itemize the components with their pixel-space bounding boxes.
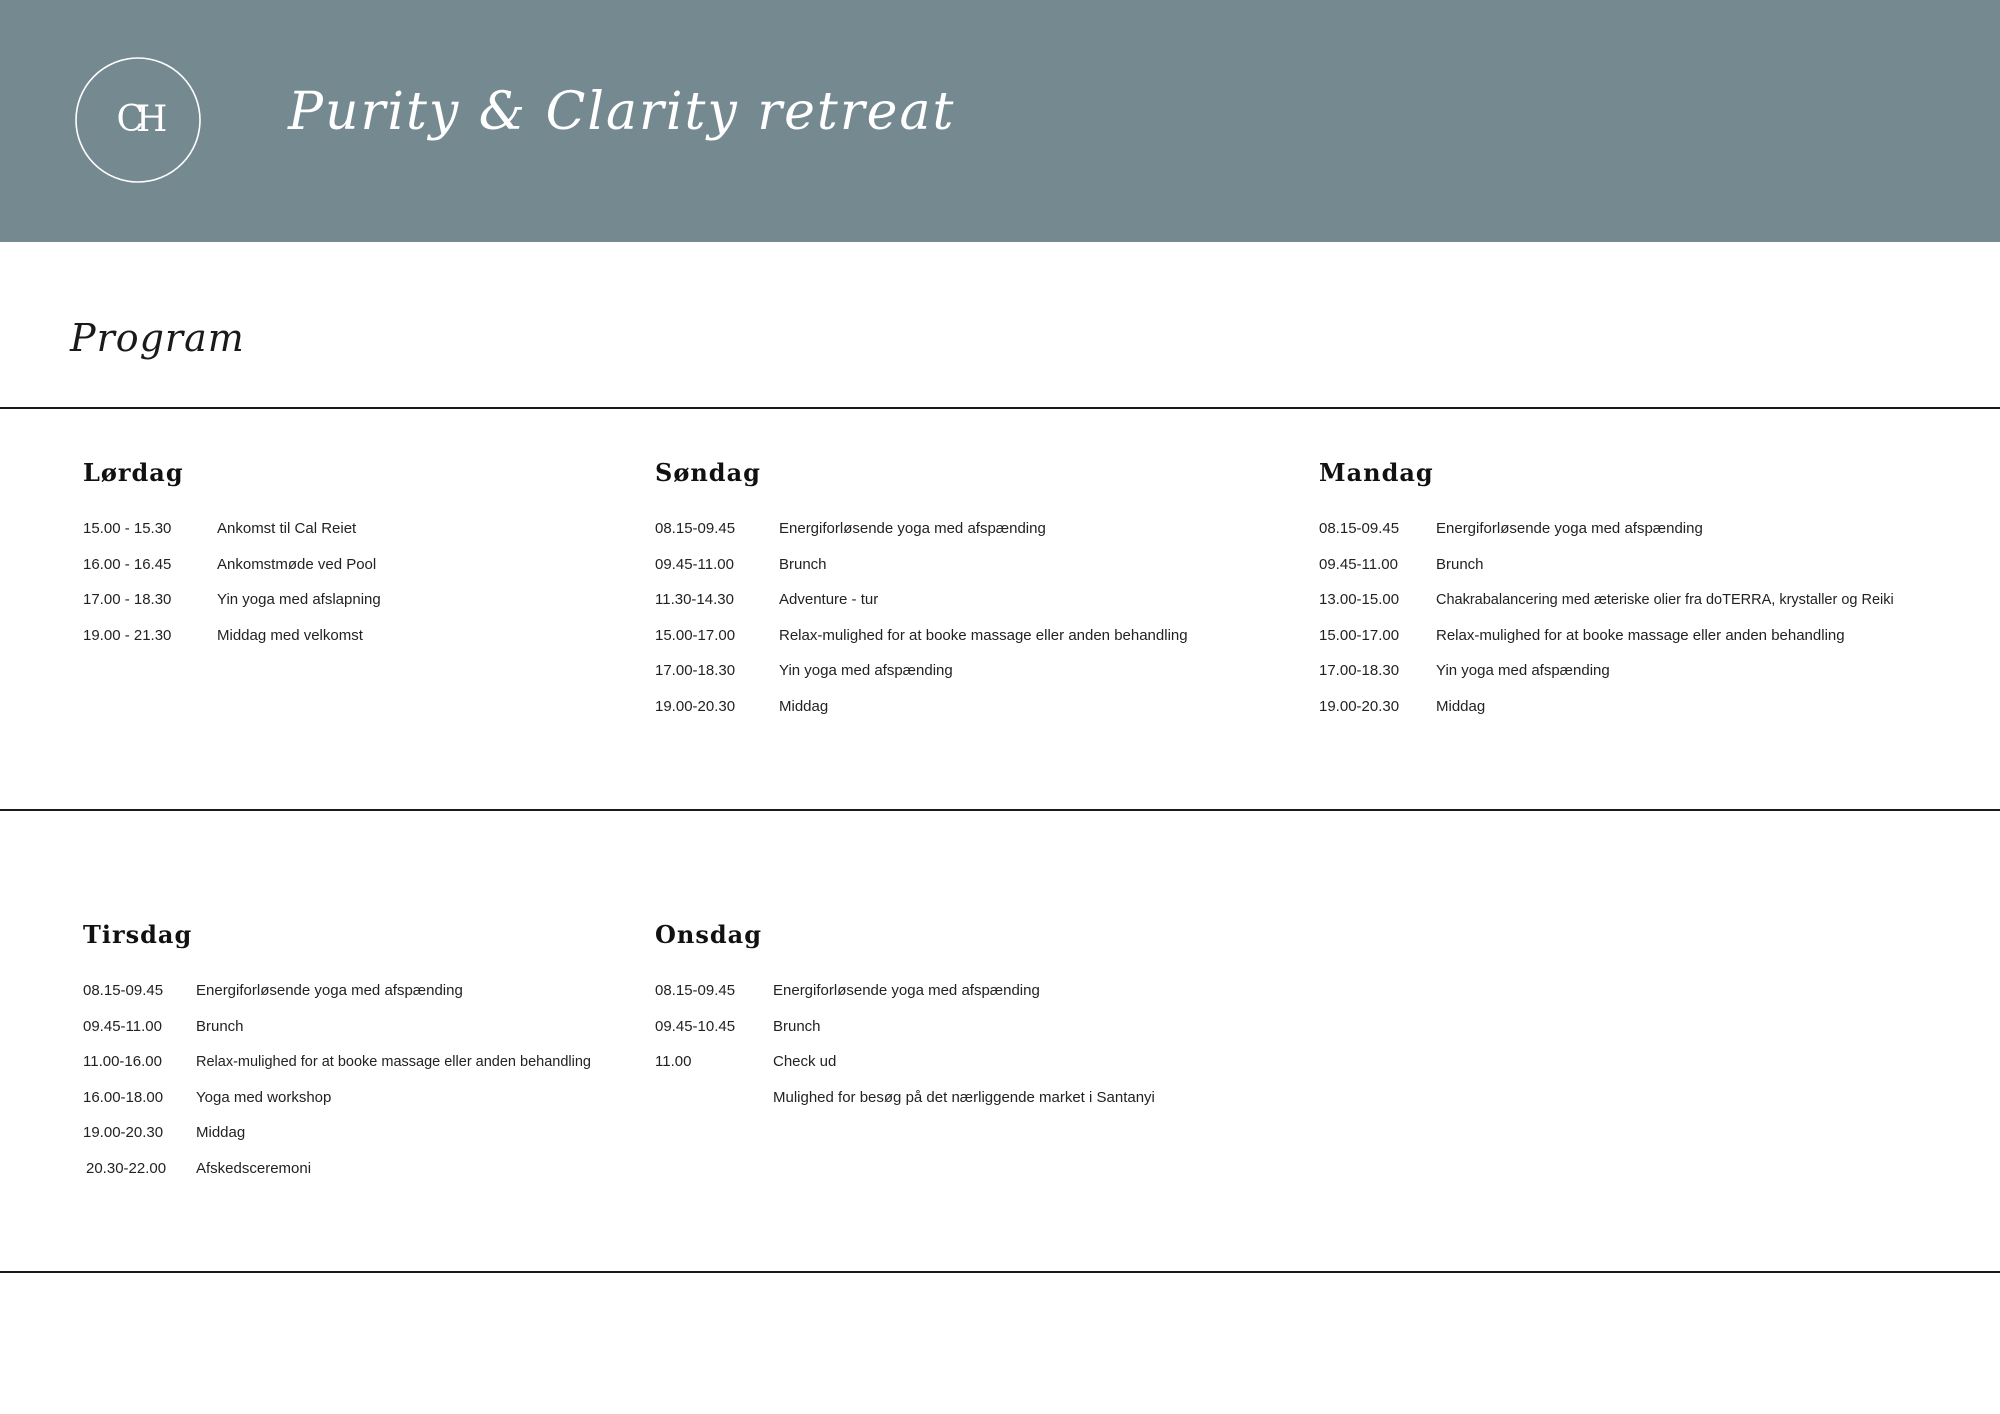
activity: Afskedsceremoni [196, 1159, 312, 1177]
section-divider [0, 1271, 2000, 1273]
schedule-row [83, 973, 591, 1009]
activity: Chakrabalancering med æteriske olier fra doTERRA, krystaller og Reiki [1436, 591, 1894, 608]
activity: Middag [1436, 697, 1486, 715]
schedule-row [1319, 653, 1894, 689]
activity: Check ud [773, 1053, 837, 1071]
schedule-row [83, 1009, 591, 1045]
schedule-row [655, 689, 1188, 725]
schedule-row [655, 1009, 1155, 1045]
schedule-row [655, 618, 1188, 654]
schedule-row [83, 582, 381, 618]
schedule-row [1319, 547, 1894, 583]
schedule-row [83, 618, 381, 654]
activity: Relax-mulighed for at booke massage eller anden behandling [196, 1053, 591, 1070]
day-heading: Tirsdag [83, 920, 193, 949]
time-slot: 17.00 - 18.30 [83, 591, 172, 609]
time-slot: 08.15-09.45 [655, 982, 736, 1000]
time-slot: 09.45-11.00 [83, 1017, 162, 1035]
schedule-row [83, 1115, 591, 1151]
time-slot: 08.15-09.45 [1319, 520, 1400, 538]
section-divider [0, 407, 2000, 409]
page-title: Purity & Clarity retreat [288, 82, 956, 142]
time-slot: 08.15-09.45 [83, 982, 164, 1000]
day-heading: Lørdag [83, 458, 184, 487]
time-slot: 13.00-15.00 [1319, 591, 1400, 609]
schedule-row [655, 511, 1188, 547]
time-slot: 15.00-17.00 [1319, 626, 1400, 644]
activity: Yoga med workshop [196, 1088, 332, 1106]
time-slot: 19.00-20.30 [83, 1124, 164, 1142]
time-slot: 09.45-10.45 [655, 1017, 736, 1035]
schedule-row [655, 547, 1188, 583]
schedule-row [1319, 618, 1894, 654]
section-divider [0, 809, 2000, 811]
activity: Yin yoga med afspænding [1436, 662, 1610, 680]
day-onsdag [655, 920, 1155, 1115]
time-slot: 19.00-20.30 [1319, 697, 1400, 715]
time-slot: 20.30-22.00 [86, 1159, 167, 1177]
logo-monogram: CH [116, 99, 160, 140]
activity: Brunch [779, 555, 827, 573]
header-banner [0, 0, 2000, 242]
activity: Energiforløsende yoga med afspænding [779, 520, 1046, 538]
time-slot: 19.00-20.30 [655, 697, 736, 715]
time-slot: 11.00-16.00 [83, 1053, 162, 1071]
schedule-row [655, 582, 1188, 618]
activity: Yin yoga med afspænding [779, 662, 953, 680]
activity: Mulighed for besøg på det nærliggende market i Santanyi [773, 1088, 1155, 1106]
activity: Relax-mulighed for at booke massage eller anden behandling [779, 626, 1188, 644]
schedule-row [1319, 511, 1894, 547]
activity: Yin yoga med afslapning [217, 591, 381, 609]
activity: Brunch [1436, 555, 1484, 573]
time-slot: 09.45-11.00 [1319, 555, 1398, 573]
schedule-row [83, 511, 381, 547]
schedule-row [83, 547, 381, 583]
time-slot: 16.00-18.00 [83, 1088, 164, 1106]
day-lordag [83, 458, 381, 653]
day-heading: Mandag [1319, 458, 1434, 487]
activity: Ankomstmøde ved Pool [217, 555, 377, 573]
schedule-row [655, 1044, 1155, 1080]
time-slot: 09.45-11.00 [655, 555, 734, 573]
time-slot: 16.00 - 16.45 [83, 555, 172, 573]
logo [74, 56, 202, 184]
activity: Relax-mulighed for at booke massage eller anden behandling [1436, 626, 1845, 644]
schedule-row [1319, 689, 1894, 725]
program-heading: Program [70, 316, 245, 360]
activity: Ankomst til Cal Reiet [217, 520, 357, 538]
day-heading: Søndag [655, 458, 761, 487]
time-slot: 15.00 - 15.30 [83, 520, 172, 538]
schedule-row [655, 973, 1155, 1009]
activity: Energiforløsende yoga med afspænding [773, 982, 1040, 1000]
day-mandag [1319, 458, 1894, 724]
schedule-row [83, 1080, 591, 1116]
day-sondag [655, 458, 1188, 724]
schedule-row [655, 1080, 1155, 1116]
activity: Adventure - tur [779, 591, 879, 609]
schedule-row [83, 1151, 591, 1187]
activity: Middag [196, 1124, 246, 1142]
time-slot: 11.30-14.30 [655, 591, 734, 609]
time-slot: 19.00 - 21.30 [83, 626, 172, 644]
activity: Middag med velkomst [217, 626, 363, 644]
time-slot: 11.00 [655, 1053, 692, 1071]
activity: Energiforløsende yoga med afspænding [1436, 520, 1703, 538]
activity: Brunch [773, 1017, 821, 1035]
schedule-row [655, 653, 1188, 689]
time-slot: 15.00-17.00 [655, 626, 736, 644]
day-heading: Onsdag [655, 920, 762, 949]
time-slot: 08.15-09.45 [655, 520, 736, 538]
time-slot: 17.00-18.30 [1319, 662, 1400, 680]
schedule-row [83, 1044, 591, 1080]
activity: Energiforløsende yoga med afspænding [196, 982, 463, 1000]
day-tirsdag [83, 920, 591, 1186]
time-slot: 17.00-18.30 [655, 662, 736, 680]
schedule-row [1319, 582, 1894, 618]
activity: Brunch [196, 1017, 244, 1035]
activity: Middag [779, 697, 829, 715]
logo-emblem [74, 56, 202, 184]
